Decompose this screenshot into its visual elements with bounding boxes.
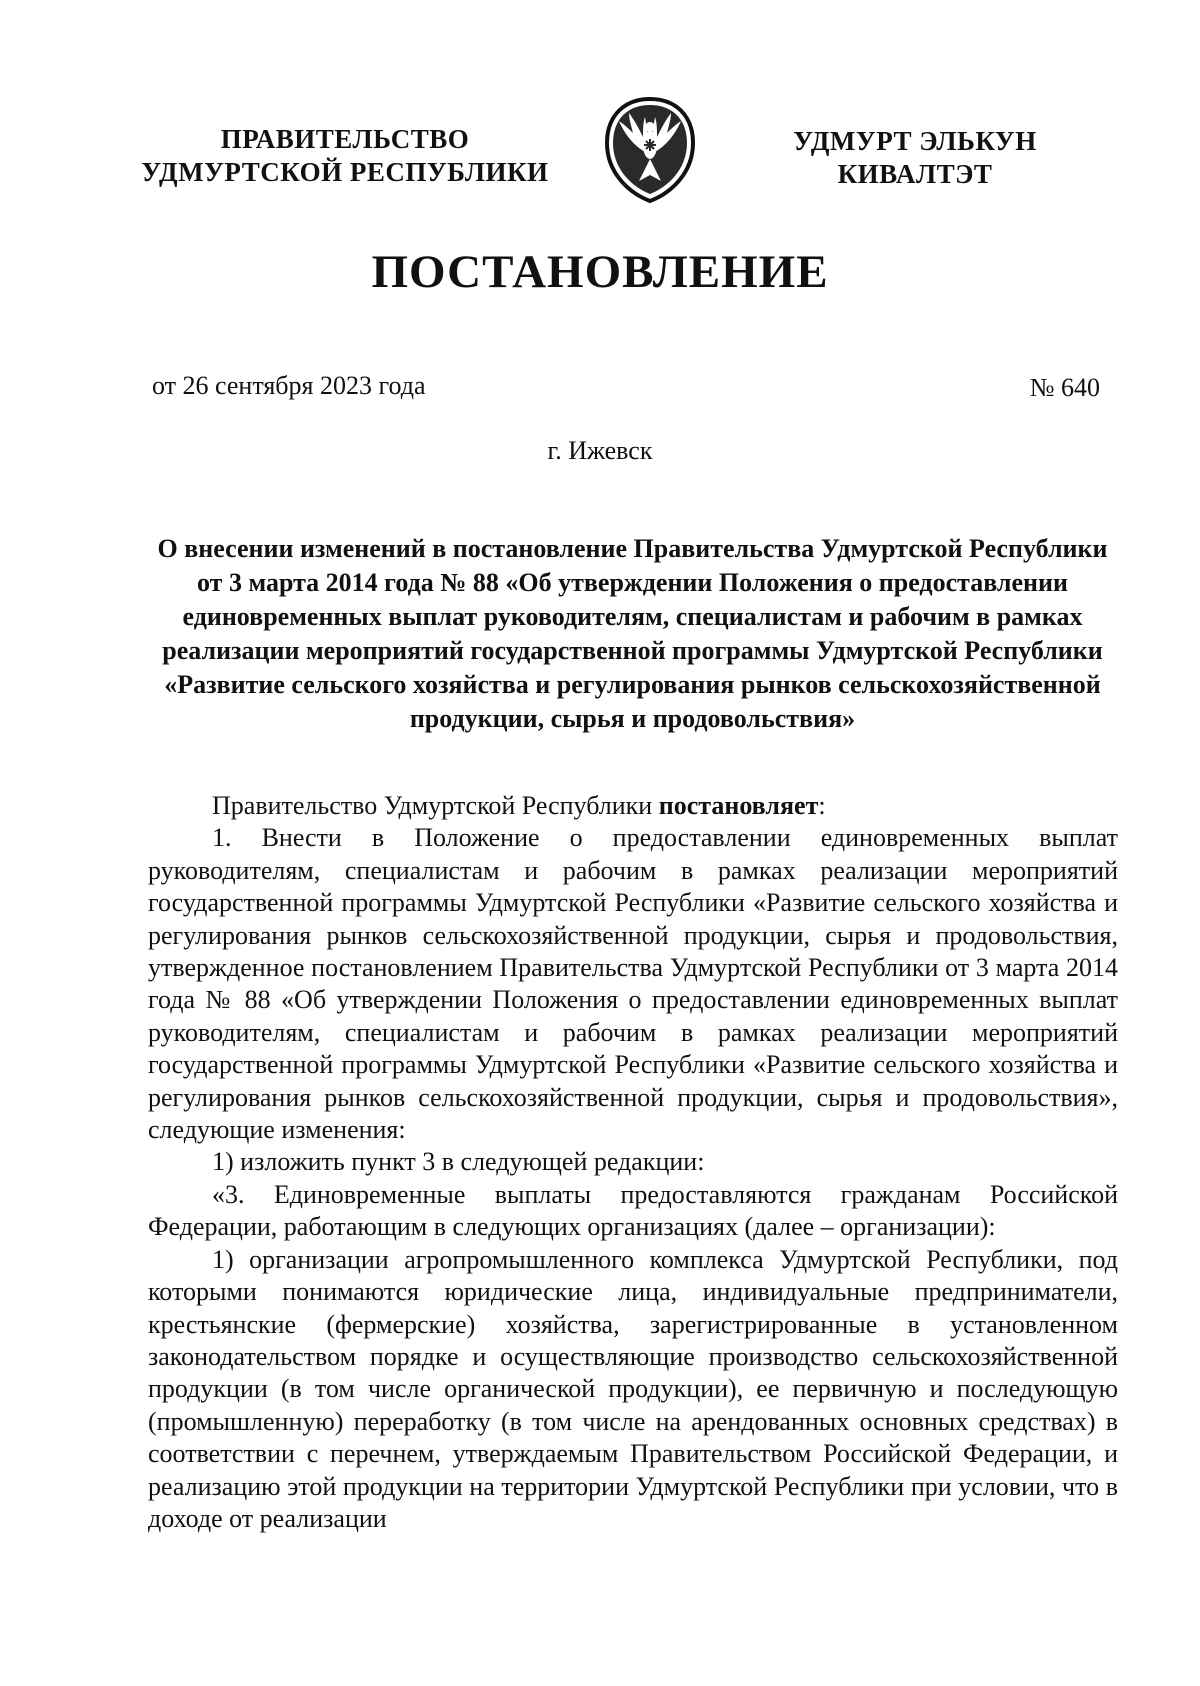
- intro-verb: постановляет: [658, 791, 819, 820]
- body-paragraph-3: «3. Единовременные выплаты предоставляются гражданам Российской Федерации, работающим в следующих организациях (далее – организации):: [148, 1179, 1118, 1242]
- body-paragraph-2: 1) изложить пункт 3 в следующей редакции:: [212, 1147, 705, 1177]
- body-intro: [148, 790, 1118, 822]
- issuer-udm-line-1: УДМУРТ ЭЛЬКУН: [793, 126, 1037, 156]
- issuer-name-russian: [115, 123, 575, 189]
- document-date: от 26 сентября 2023 года: [152, 371, 426, 400]
- document-city: г. Ижевск: [547, 436, 653, 465]
- body-paragraph-1: 1. Внести в Положение о предоставлении единовременных выплат руководителям, специалистам и рабочим в рамках реализации мероприятий государственной программы Удмуртской Республики «Развитие сельского хозяйства и регулирования рынков сельскохозяйственной продукции, сырья и продовольствия, утвержденное постановлением Правительства Удмуртской Республики от 3 марта 2014 года № 88 «Об утверждении Положения о предоставлении единовременных выплат руководителям, специалистам и рабочим в рамках реализации мероприятий государственной программы Удмуртской Республики «Развитие сельского хозяйства и регулирования рынков сельскохозяйственной продукции, сырья и продовольствия», следующие изменения:: [148, 823, 1118, 1145]
- issuer-line-1: ПРАВИТЕЛЬСТВО: [220, 124, 470, 154]
- document-number: № 640: [1029, 373, 1100, 402]
- document-subject: О внесении изменений в постановление Правительства Удмуртской Республики от 3 марта 2014 года № 88 «Об утверждении Положения о предоставлении единовременных выплат руководителям, специалистам и рабочим в рамках реализации мероприятий государственной программы Удмуртской Республики «Развитие сельского хозяйства и регулирования рынков сельскохозяйственной продукции, сырья и продовольствия»: [157, 534, 1108, 733]
- document-type-title: ПОСТАНОВЛЕНИЕ: [371, 246, 829, 298]
- issuer-udm-line-2: КИВАЛТЭТ: [837, 159, 993, 189]
- body-paragraph-4: 1) организации агропромышленного комплекса Удмуртской Республики, под которыми понимаются юридические лица, индивидуальные предприниматели, крестьянские (фермерские) хозяйства, зарегистрированные в установленном законодательством порядке и осуществляющие производство сельскохозяйственной продукции (в том числе органической продукции), ее первичную и последующую (промышленную) переработку (в том числе на арендованных основных средствах) в соответствии с перечнем, утверждаемым Правительством Российской Федерации, и реализацию этой продукции на территории Удмуртской Республики при условии, что в доходе от реализации: [148, 1244, 1118, 1533]
- document-body: [148, 790, 1118, 1535]
- udmurtia-coat-of-arms-icon: [595, 95, 705, 205]
- issuer-line-2: УДМУРТСКОЙ РЕСПУБЛИКИ: [141, 157, 549, 187]
- intro-colon: :: [818, 791, 826, 820]
- intro-text: Правительство Удмуртской Республики: [212, 791, 659, 820]
- issuer-name-udmurt: [765, 125, 1065, 191]
